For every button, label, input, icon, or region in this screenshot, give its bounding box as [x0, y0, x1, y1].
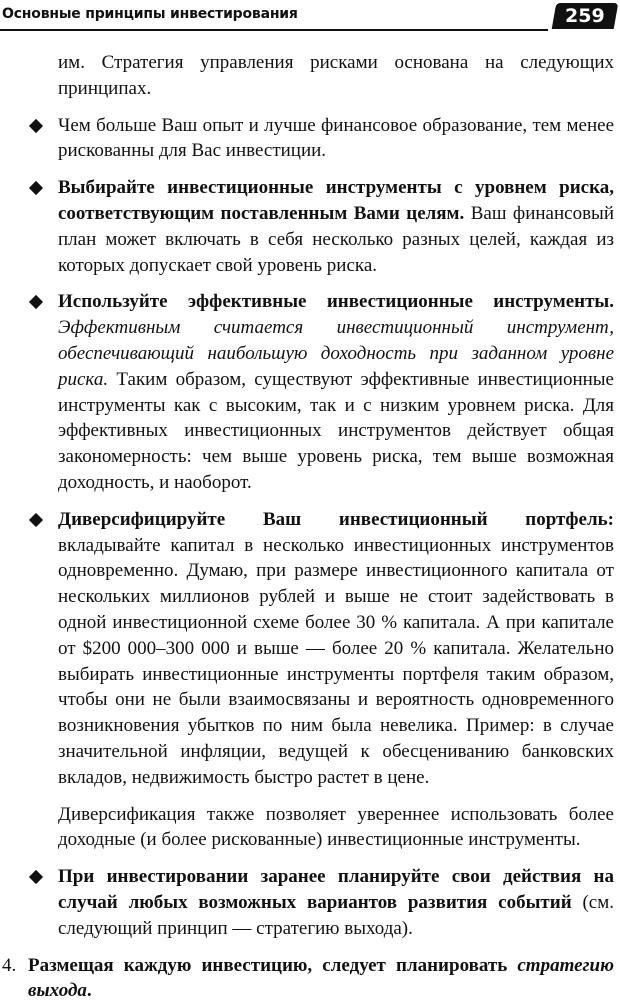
- diversification-paragraph: Диверсификация также позволяет увереннее использовать более доходные (и более рискованные) инвестиционные инструменты.: [0, 802, 620, 854]
- diamond-bullet-icon: [29, 870, 43, 884]
- bullet-heading: При инвестировании заранее планируйте свои действия на случай любых возможных вариантов развития событий: [58, 866, 614, 913]
- page-number-badge: [552, 3, 619, 29]
- bullet-plan-actions: [0, 864, 620, 941]
- bullet-risk-level: [0, 175, 620, 278]
- item-end: .: [87, 980, 92, 1001]
- item-emphasis: стратегию выхода: [28, 955, 614, 1002]
- header-rule: [0, 29, 548, 31]
- diamond-bullet-icon: [29, 181, 43, 195]
- intro-paragraph: им. Стратегия управления рисками основана на следующих принципах.: [0, 50, 620, 102]
- diamond-bullet-icon: [29, 295, 43, 309]
- bullet-heading: Используйте эффективные инвестиционные инструменты.: [58, 291, 614, 312]
- bullet-text: Таким образом, существуют эффективные инвестиционные инструменты как с высоким, так и с низким уровнем риска. Для эффективных инвестиционных инструментов действует общая закономерность: чем выше уровень риска, тем выше возможная доходность, и наоборот.: [58, 369, 614, 493]
- item-heading: Размещая каждую инвестицию, следует планировать: [28, 955, 517, 976]
- bullet-text: (см. следующий принцип — стратегию выхода).: [58, 892, 614, 939]
- bullet-text: вкладывайте капитал в несколько инвестиционных инструментов одновременно. Думаю, при размере инвестиционного капитала от нескольких миллионов рублей и выше не стоит задействовать в одной инвестиционной схеме более 30 % капитала. А при капитале от $200 000–300 000 и выше — более 20 % капитала. Желательно выбирать инвестиционные инструменты портфеля таким образом, чтобы они не были взаимосвязаны и вероятность одновременного возникновения убытков по ним была невелика. Пример: в случае значительной инфляции, ведущей к обесцениванию банковских вкладов, недвижимость быстро растет в цене.: [58, 535, 614, 788]
- bullet-text: Чем больше Ваш опыт и лучше финансовое образование, тем менее рискованны для Вас инвестиции.: [58, 115, 614, 162]
- running-header: [0, 0, 620, 40]
- bullet-text: Ваш финансовый план может включать в себя несколько разных целей, каждая из которых допускает свой уровень риска.: [58, 203, 614, 276]
- bullet-efficient-instruments: [0, 289, 620, 495]
- bullet-diversify: [0, 507, 620, 791]
- diamond-bullet-icon: [29, 119, 43, 133]
- page-number: 259: [565, 3, 605, 29]
- numbered-item-exit-strategy: [0, 953, 620, 1004]
- bullet-definition: Эффективным считается инвестиционный инструмент, обеспечивающий наибольшую доходность при заданном уровне риска.: [58, 317, 614, 390]
- running-title: Основные принципы инвестирования: [2, 6, 298, 22]
- page-body: [0, 50, 620, 1004]
- bullet-heading: Выбирайте инвестиционные инструменты с уровнем риска, соответствующим поставленным Вами целям.: [58, 177, 614, 224]
- item-number: 4.: [2, 953, 16, 979]
- diamond-bullet-icon: [29, 513, 43, 527]
- bullet-heading: Диверсифицируйте Ваш инвестиционный портфель:: [58, 509, 614, 530]
- bullet-experience: [0, 113, 620, 165]
